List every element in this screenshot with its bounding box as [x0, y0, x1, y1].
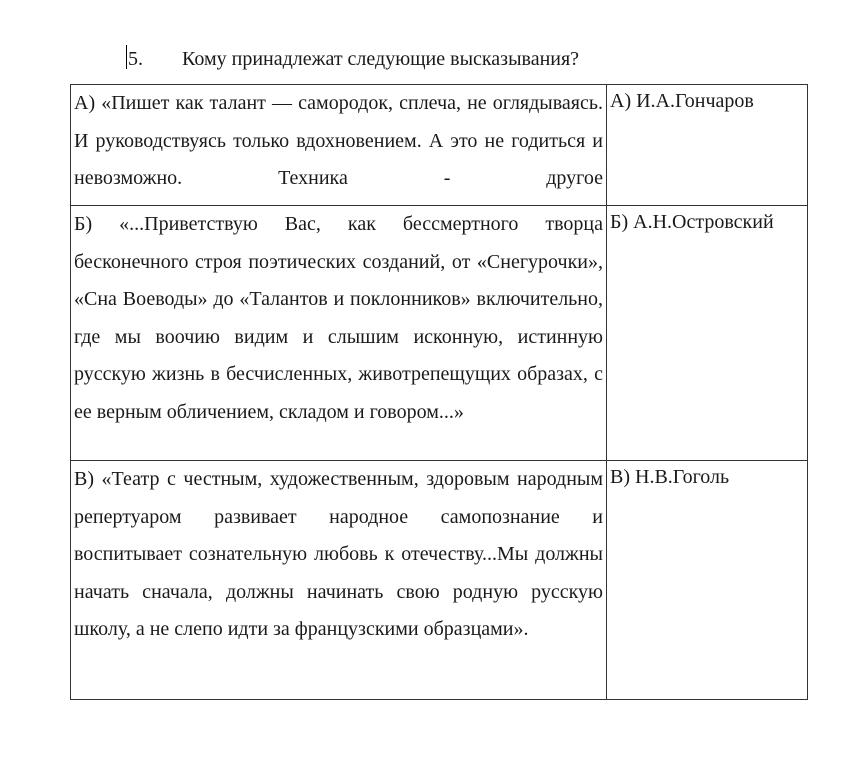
table-row: [71, 206, 808, 461]
author-cell[interactable]: [607, 206, 808, 461]
quote-cell[interactable]: [71, 206, 607, 461]
author-cell[interactable]: [607, 85, 808, 206]
question-heading: [126, 44, 579, 74]
author-text: А) И.А.Гончаров: [610, 90, 754, 112]
quote-cell[interactable]: [71, 85, 607, 206]
question-text: Кому принадлежат следующие высказывания?: [182, 48, 580, 70]
text-cursor: [126, 45, 127, 69]
author-cell[interactable]: [607, 461, 808, 700]
quote-text: Б) «...Приветствую Вас, как бессмертного творца бесконечного строя поэтических созданий, от «Снегурочки», «Сна Воеводы» до «Талантов и поклонников» включительно, где мы воочию видим и слышим исконную, истинную русскую жизнь в бесчисленных, животрепещущих образах, с ее верным обличением, складом и говором...»: [74, 213, 603, 423]
quote-text: А) «Пишет как талант — самородок, сплеча, не оглядываясь. И руководствуясь только вдохновением. А это не годиться и невозможно. Техника - другое: [74, 92, 603, 189]
quote-cell[interactable]: [71, 461, 607, 700]
table-row: [71, 85, 808, 206]
matching-table: [70, 84, 808, 700]
question-number: 5.: [128, 48, 143, 70]
table-row: [71, 461, 808, 700]
quote-text: В) «Театр с честным, художественным, здоровым народным репертуаром развивает народное самопознание и воспитывает сознательную любовь к отечеству...Мы должны начать сначала, должны начинать свою родную русскую школу, а не слепо идти за французскими образцами».: [74, 468, 603, 640]
author-text: В) Н.В.Гоголь: [610, 466, 730, 488]
author-text: Б) А.Н.Островский: [610, 211, 774, 233]
